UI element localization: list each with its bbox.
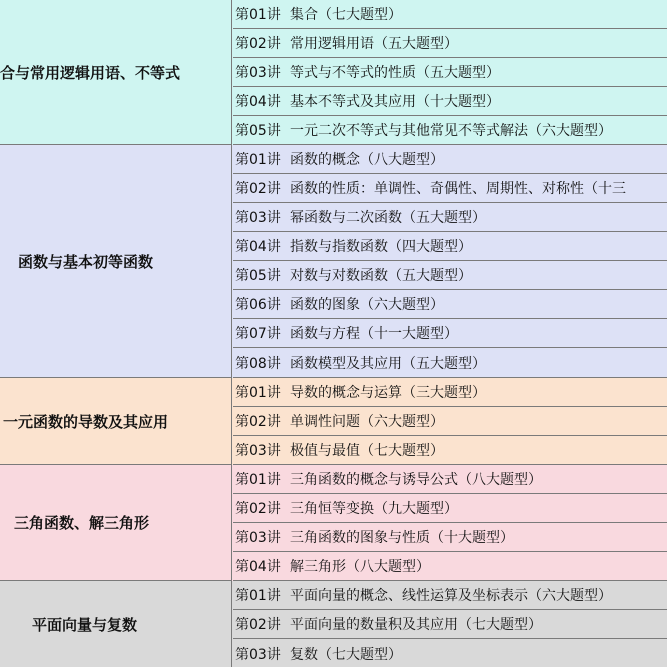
lesson-number: 第07讲 xyxy=(235,326,281,342)
chapter-group-vector xyxy=(0,581,667,667)
lesson-row[interactable] xyxy=(233,116,667,145)
lesson-row[interactable] xyxy=(233,581,667,610)
lesson-number: 第08讲 xyxy=(235,355,281,372)
lesson-number: 第03讲 xyxy=(235,443,281,459)
lesson-title: 集合（七大题型） xyxy=(290,7,402,23)
lesson-number: 第06讲 xyxy=(235,297,281,313)
lesson-row[interactable] xyxy=(233,494,667,523)
lesson-title: 单调性问题（六大题型） xyxy=(290,414,444,430)
lesson-title: 解三角形（八大题型） xyxy=(290,559,430,575)
lesson-title: 极值与最值（七大题型） xyxy=(290,443,444,459)
lesson-row[interactable] xyxy=(233,407,667,436)
lesson-number: 第05讲 xyxy=(235,123,281,139)
lesson-number: 第02讲 xyxy=(235,501,281,517)
lesson-title: 平面向量的数量积及其应用（七大题型） xyxy=(290,617,542,633)
lesson-row[interactable] xyxy=(233,639,667,667)
lesson-number: 第02讲 xyxy=(235,617,281,633)
lesson-title: 函数模型及其应用（五大题型） xyxy=(290,355,486,372)
lesson-row[interactable] xyxy=(233,58,667,87)
lesson-number: 第01讲 xyxy=(235,7,281,23)
lesson-number: 第02讲 xyxy=(235,181,281,197)
lesson-row[interactable] xyxy=(233,145,667,174)
lesson-row[interactable] xyxy=(233,174,667,203)
chapter-title[interactable]: 平面向量与复数 xyxy=(0,581,232,667)
lesson-row[interactable] xyxy=(233,232,667,261)
lesson-row[interactable] xyxy=(233,261,667,290)
lesson-number: 第03讲 xyxy=(235,646,281,663)
lesson-title: 函数与方程（十一大题型） xyxy=(290,326,458,342)
lesson-row[interactable] xyxy=(233,348,667,378)
lesson-number: 第01讲 xyxy=(235,588,281,604)
lesson-number: 第04讲 xyxy=(235,559,281,575)
lesson-number: 第02讲 xyxy=(235,36,281,52)
lesson-title: 导数的概念与运算（三大题型） xyxy=(290,385,486,401)
lesson-number: 第04讲 xyxy=(235,239,281,255)
lesson-number: 第05讲 xyxy=(235,268,281,284)
chapter-group-trig xyxy=(0,465,667,581)
chapter-title[interactable]: 函数与基本初等函数 xyxy=(0,145,232,378)
lesson-title: 三角函数的图象与性质（十大题型） xyxy=(290,530,514,546)
lesson-number: 第04讲 xyxy=(235,94,281,110)
lesson-title: 等式与不等式的性质（五大题型） xyxy=(290,65,500,81)
lesson-number: 第01讲 xyxy=(235,472,281,488)
chapter-group-derivative xyxy=(0,378,667,465)
chapter-group-functions xyxy=(0,145,667,378)
lesson-row[interactable] xyxy=(233,319,667,348)
lesson-row[interactable] xyxy=(233,0,667,29)
lesson-title: 指数与指数函数（四大题型） xyxy=(290,239,472,255)
chapter-group-set-logic xyxy=(0,0,667,145)
lesson-title: 三角函数的概念与诱导公式（八大题型） xyxy=(290,472,542,488)
chapter-title[interactable]: 一元函数的导数及其应用 xyxy=(0,378,232,465)
lesson-title: 基本不等式及其应用（十大题型） xyxy=(290,94,500,110)
lesson-number: 第01讲 xyxy=(235,385,281,401)
lesson-number: 第03讲 xyxy=(235,210,281,226)
lesson-title: 幂函数与二次函数（五大题型） xyxy=(290,210,486,226)
lesson-title: 三角恒等变换（九大题型） xyxy=(290,501,458,517)
lesson-row[interactable] xyxy=(233,523,667,552)
lesson-row[interactable] xyxy=(233,203,667,232)
lesson-number: 第01讲 xyxy=(235,152,281,168)
lesson-number: 第02讲 xyxy=(235,414,281,430)
chapter-title[interactable]: 三角函数、解三角形 xyxy=(0,465,232,581)
lesson-row[interactable] xyxy=(233,610,667,639)
lesson-row[interactable] xyxy=(233,290,667,319)
lesson-title: 常用逻辑用语（五大题型） xyxy=(290,36,458,52)
lesson-row[interactable] xyxy=(233,552,667,581)
lesson-title: 函数的图象（六大题型） xyxy=(290,297,444,313)
chapter-title[interactable]: 合与常用逻辑用语、不等式 xyxy=(0,0,232,145)
lesson-row[interactable] xyxy=(233,87,667,116)
lesson-row[interactable] xyxy=(233,378,667,407)
lesson-title: 函数的概念（八大题型） xyxy=(290,152,444,168)
lesson-row[interactable] xyxy=(233,436,667,465)
lesson-row[interactable] xyxy=(233,465,667,494)
lesson-title: 一元二次不等式与其他常见不等式解法（六大题型） xyxy=(290,123,612,139)
lesson-title: 函数的性质：单调性、奇偶性、周期性、对称性（十三 xyxy=(290,181,626,197)
lesson-number: 第03讲 xyxy=(235,65,281,81)
lesson-title: 平面向量的概念、线性运算及坐标表示（六大题型） xyxy=(290,588,612,604)
lesson-row[interactable] xyxy=(233,29,667,58)
lesson-title: 对数与对数函数（五大题型） xyxy=(290,268,472,284)
lesson-number: 第03讲 xyxy=(235,530,281,546)
lesson-title: 复数（七大题型） xyxy=(290,646,402,663)
